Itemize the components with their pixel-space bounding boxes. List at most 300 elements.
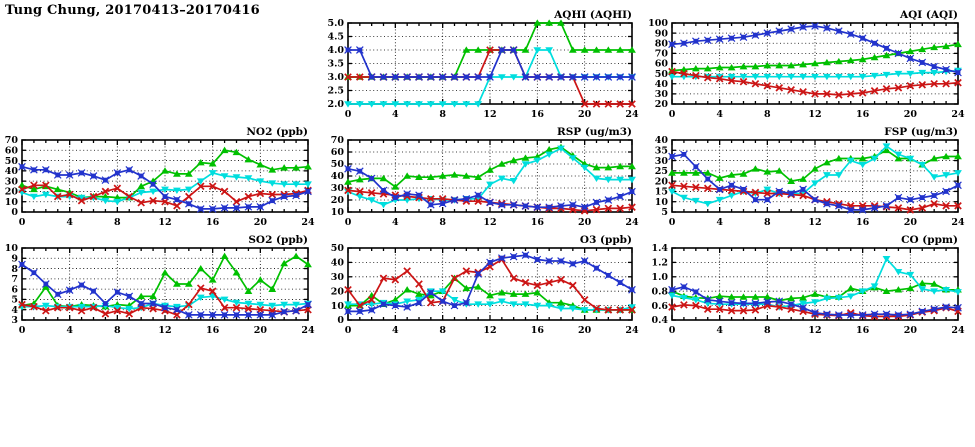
- marker: [896, 313, 901, 318]
- marker: [884, 203, 889, 208]
- marker: [55, 173, 60, 178]
- marker: [198, 312, 203, 317]
- y-tick-label: 1.4: [651, 243, 668, 255]
- y-tick-label: 40: [654, 135, 668, 147]
- x-tick-label: 20: [578, 109, 592, 120]
- marker: [369, 176, 374, 181]
- marker: [825, 26, 830, 31]
- marker: [618, 280, 623, 285]
- marker: [453, 277, 456, 280]
- x-tick-label: 24: [951, 217, 965, 228]
- marker: [802, 310, 805, 313]
- marker: [814, 92, 817, 95]
- x-tick-label: 16: [530, 217, 544, 228]
- x-tick-label: 4: [392, 109, 399, 120]
- marker: [465, 270, 468, 273]
- x-tick-label: 12: [808, 325, 822, 336]
- marker: [32, 270, 37, 275]
- marker: [199, 287, 202, 290]
- marker: [956, 70, 961, 75]
- marker: [103, 178, 108, 183]
- y-tick-label: 4.5: [327, 31, 344, 43]
- marker: [247, 307, 250, 310]
- marker: [234, 205, 239, 210]
- marker: [79, 171, 84, 176]
- marker: [91, 289, 96, 294]
- marker: [705, 177, 710, 182]
- marker: [68, 306, 71, 309]
- marker: [198, 207, 203, 212]
- x-tick-label: 12: [808, 109, 822, 120]
- x-tick-label: 24: [301, 217, 315, 228]
- chart-aqi: [648, 9, 965, 120]
- marker: [802, 90, 805, 93]
- marker: [595, 103, 598, 106]
- y-tick-label: 50: [330, 159, 344, 171]
- y-tick-label: 50: [330, 243, 344, 255]
- marker: [223, 190, 226, 193]
- y-tick-label: 5: [11, 294, 18, 306]
- marker: [548, 281, 551, 284]
- marker: [510, 178, 518, 184]
- marker: [570, 202, 575, 207]
- marker: [116, 309, 119, 312]
- marker: [545, 152, 553, 158]
- chart-title-o3: O3 (ppb): [579, 234, 632, 246]
- y-tick-label: 70: [654, 48, 668, 60]
- x-tick-label: 20: [903, 217, 917, 228]
- chart-so2: [5, 234, 315, 336]
- marker: [670, 287, 675, 292]
- marker: [20, 164, 25, 169]
- marker: [765, 300, 770, 305]
- marker: [211, 290, 214, 293]
- marker: [693, 290, 698, 295]
- marker: [524, 281, 527, 284]
- marker: [872, 205, 877, 210]
- marker: [560, 278, 563, 281]
- marker: [571, 284, 574, 287]
- series-line-green: [22, 256, 308, 306]
- marker: [932, 64, 937, 69]
- marker: [956, 183, 961, 188]
- x-tick-label: 0: [344, 217, 352, 228]
- marker: [790, 308, 793, 311]
- x-tick-label: 12: [483, 109, 497, 120]
- marker: [152, 199, 155, 202]
- x-tick-label: 12: [483, 325, 497, 336]
- marker: [957, 310, 960, 313]
- marker: [861, 204, 864, 207]
- marker: [428, 290, 433, 295]
- marker: [559, 259, 564, 264]
- y-tick-label: 80: [654, 38, 668, 50]
- marker: [440, 299, 445, 304]
- x-tick-label: 0: [344, 109, 352, 120]
- marker: [115, 290, 120, 295]
- y-tick-label: 50: [654, 68, 668, 80]
- marker: [393, 303, 398, 308]
- marker: [429, 197, 432, 200]
- marker: [631, 103, 634, 106]
- marker: [104, 190, 107, 193]
- y-tick-label: 7: [11, 274, 18, 286]
- x-tick-label: 0: [668, 109, 676, 120]
- marker: [175, 307, 180, 312]
- marker: [606, 75, 611, 80]
- marker: [825, 312, 830, 317]
- x-tick-label: 8: [439, 217, 446, 228]
- marker: [44, 184, 47, 187]
- marker: [777, 29, 782, 34]
- marker: [618, 75, 623, 80]
- x-tick-label: 16: [530, 325, 544, 336]
- x-tick-label: 20: [578, 217, 592, 228]
- chart-aqhi: [327, 9, 639, 120]
- y-tick-label: 30: [330, 183, 344, 195]
- marker: [682, 152, 687, 157]
- y-tick-label: 0.8: [651, 286, 668, 298]
- marker: [535, 257, 540, 262]
- marker: [860, 208, 865, 213]
- y-tick-label: 3.5: [327, 58, 344, 70]
- marker: [802, 194, 805, 197]
- x-tick-label: 24: [951, 109, 965, 120]
- marker: [405, 305, 410, 310]
- marker: [909, 84, 912, 87]
- x-tick-label: 16: [206, 217, 220, 228]
- marker: [957, 81, 960, 84]
- series-line-green: [672, 44, 958, 70]
- marker: [369, 75, 374, 80]
- marker: [670, 42, 675, 47]
- chart-title-aqi: AQI (AQI): [899, 9, 958, 21]
- y-tick-label: 10: [4, 243, 18, 255]
- marker: [754, 309, 757, 312]
- x-tick-label: 8: [439, 325, 446, 336]
- marker: [908, 56, 913, 61]
- marker: [896, 195, 901, 200]
- marker: [583, 209, 586, 212]
- chart-title-fsp: FSP (ug/m3): [884, 126, 958, 138]
- y-tick-label: 10: [330, 300, 344, 312]
- marker: [441, 197, 444, 200]
- marker: [32, 167, 37, 172]
- marker: [271, 193, 274, 196]
- marker: [884, 312, 889, 317]
- y-tick-label: 1.0: [651, 272, 668, 283]
- marker: [694, 74, 697, 77]
- marker: [607, 309, 610, 312]
- y-tick-label: 30: [4, 176, 18, 188]
- y-tick-label: 4.0: [327, 45, 344, 57]
- marker: [570, 75, 575, 80]
- marker: [729, 300, 734, 305]
- marker: [718, 77, 721, 80]
- marker: [742, 309, 745, 312]
- x-tick-label: 24: [625, 217, 639, 228]
- marker: [683, 303, 686, 306]
- marker: [849, 204, 852, 207]
- marker: [789, 191, 794, 196]
- marker: [837, 93, 840, 96]
- marker: [920, 60, 925, 65]
- marker: [848, 208, 853, 213]
- marker: [452, 198, 457, 203]
- marker: [813, 24, 818, 29]
- y-tick-label: 25: [654, 166, 668, 178]
- marker: [682, 41, 687, 46]
- marker: [777, 299, 782, 304]
- marker: [33, 184, 36, 187]
- marker: [683, 72, 686, 75]
- x-tick-label: 12: [158, 325, 172, 336]
- marker: [705, 38, 710, 43]
- marker: [631, 206, 634, 209]
- marker: [152, 307, 155, 310]
- marker: [221, 253, 229, 259]
- marker: [920, 309, 925, 314]
- marker: [718, 308, 721, 311]
- marker: [382, 193, 385, 196]
- marker: [151, 301, 156, 306]
- marker: [778, 86, 781, 89]
- marker: [393, 195, 398, 200]
- marker: [897, 86, 900, 89]
- marker: [595, 208, 598, 211]
- marker: [488, 260, 493, 265]
- marker: [559, 204, 564, 209]
- x-tick-label: 20: [903, 109, 917, 120]
- marker: [282, 194, 287, 199]
- marker: [811, 165, 819, 171]
- marker: [813, 197, 818, 202]
- x-tick-label: 20: [253, 325, 267, 336]
- marker: [382, 277, 385, 280]
- marker: [717, 37, 722, 42]
- marker: [897, 206, 900, 209]
- marker: [380, 202, 388, 208]
- x-tick-label: 0: [344, 325, 352, 336]
- marker: [945, 204, 948, 207]
- marker: [452, 75, 457, 80]
- marker: [477, 200, 480, 203]
- marker: [68, 193, 71, 196]
- marker: [753, 301, 758, 306]
- marker: [607, 207, 610, 210]
- marker: [765, 31, 770, 36]
- y-tick-label: 70: [4, 135, 18, 147]
- marker: [464, 75, 469, 80]
- marker: [704, 201, 712, 207]
- x-tick-label: 0: [18, 325, 26, 336]
- x-tick-label: 12: [483, 217, 497, 228]
- marker: [270, 312, 275, 317]
- marker: [741, 301, 746, 306]
- y-tick-label: 60: [4, 145, 18, 157]
- marker: [164, 200, 167, 203]
- marker: [357, 169, 362, 174]
- x-tick-label: 4: [716, 109, 723, 120]
- marker: [896, 51, 901, 56]
- marker: [606, 273, 611, 278]
- marker: [428, 75, 433, 80]
- marker: [847, 285, 855, 291]
- x-tick-label: 24: [951, 325, 965, 336]
- x-tick-label: 24: [301, 325, 315, 336]
- page-title: Tung Chung, 20170413–20170416: [5, 3, 260, 18]
- marker: [464, 300, 469, 305]
- marker: [884, 46, 889, 51]
- marker: [754, 82, 757, 85]
- marker: [752, 165, 760, 171]
- marker: [618, 194, 623, 199]
- marker: [535, 75, 540, 80]
- marker: [932, 193, 937, 198]
- marker: [777, 189, 782, 194]
- marker: [247, 195, 250, 198]
- marker: [103, 301, 108, 306]
- marker: [405, 192, 410, 197]
- marker: [43, 167, 48, 172]
- marker: [920, 195, 925, 200]
- marker: [370, 191, 373, 194]
- marker: [630, 75, 635, 80]
- y-tick-label: 15: [654, 186, 668, 198]
- marker: [930, 174, 938, 180]
- x-tick-label: 8: [764, 217, 771, 228]
- x-tick-label: 16: [856, 325, 870, 336]
- marker: [358, 76, 361, 79]
- marker: [933, 82, 936, 85]
- marker: [381, 302, 386, 307]
- marker: [56, 195, 59, 198]
- x-tick-label: 4: [392, 325, 399, 336]
- marker: [116, 187, 119, 190]
- marker: [452, 303, 457, 308]
- y-tick-label: 30: [654, 155, 668, 167]
- marker: [306, 302, 311, 307]
- y-tick-label: 0.4: [651, 315, 668, 327]
- marker: [789, 27, 794, 32]
- marker: [67, 173, 72, 178]
- y-tick-label: 20: [330, 195, 344, 207]
- marker: [55, 292, 60, 297]
- x-tick-label: 8: [439, 109, 446, 120]
- marker: [944, 67, 949, 72]
- y-tick-label: 0: [11, 207, 18, 219]
- marker: [826, 92, 829, 95]
- marker: [729, 36, 734, 41]
- marker: [489, 265, 492, 268]
- marker: [406, 270, 409, 273]
- marker: [176, 313, 179, 316]
- marker: [357, 309, 362, 314]
- marker: [511, 254, 516, 259]
- marker: [933, 202, 936, 205]
- marker: [921, 206, 924, 209]
- marker: [582, 75, 587, 80]
- y-tick-label: 40: [654, 78, 668, 90]
- marker: [753, 33, 758, 38]
- y-tick-label: 20: [4, 186, 18, 198]
- marker: [270, 198, 275, 203]
- marker: [860, 36, 865, 41]
- marker: [294, 308, 299, 313]
- marker: [499, 48, 504, 53]
- marker: [606, 198, 611, 203]
- marker: [595, 307, 598, 310]
- marker: [547, 75, 552, 80]
- marker: [358, 304, 361, 307]
- y-tick-label: 3: [11, 315, 18, 327]
- marker: [801, 25, 806, 30]
- marker: [476, 272, 481, 277]
- y-tick-label: 3.0: [327, 72, 344, 84]
- marker: [222, 205, 227, 210]
- marker: [418, 283, 421, 286]
- x-tick-label: 8: [114, 217, 121, 228]
- marker: [801, 187, 806, 192]
- marker: [836, 203, 841, 208]
- marker: [163, 305, 168, 310]
- marker: [630, 287, 635, 292]
- marker: [765, 197, 770, 202]
- marker: [139, 301, 144, 306]
- marker: [571, 208, 574, 211]
- marker: [271, 309, 274, 312]
- y-tick-label: 20: [654, 176, 668, 188]
- x-tick-label: 20: [903, 325, 917, 336]
- marker: [199, 185, 202, 188]
- marker: [369, 308, 374, 313]
- x-tick-label: 0: [668, 217, 676, 228]
- marker: [766, 192, 769, 195]
- y-tick-label: 6: [11, 284, 18, 296]
- marker: [944, 305, 949, 310]
- marker: [512, 277, 515, 280]
- marker: [873, 89, 876, 92]
- marker: [619, 103, 622, 106]
- x-tick-label: 20: [253, 217, 267, 228]
- marker: [909, 209, 912, 212]
- marker: [619, 207, 622, 210]
- marker: [161, 167, 169, 173]
- y-tick-label: 20: [654, 99, 668, 111]
- marker: [259, 308, 262, 311]
- marker: [33, 305, 36, 308]
- marker: [115, 171, 120, 176]
- marker: [92, 306, 95, 309]
- x-tick-label: 0: [18, 217, 26, 228]
- marker: [197, 265, 205, 271]
- x-tick-label: 4: [66, 325, 73, 336]
- x-tick-label: 8: [764, 109, 771, 120]
- y-tick-label: 0: [337, 315, 344, 327]
- marker: [671, 70, 674, 73]
- marker: [417, 75, 422, 80]
- marker: [44, 309, 47, 312]
- marker: [717, 299, 722, 304]
- y-tick-label: 60: [654, 58, 668, 70]
- y-tick-label: 50: [4, 155, 18, 167]
- marker: [394, 278, 397, 281]
- marker: [127, 294, 132, 299]
- marker: [754, 191, 757, 194]
- x-tick-label: 4: [716, 325, 723, 336]
- marker: [705, 297, 710, 302]
- marker: [789, 302, 794, 307]
